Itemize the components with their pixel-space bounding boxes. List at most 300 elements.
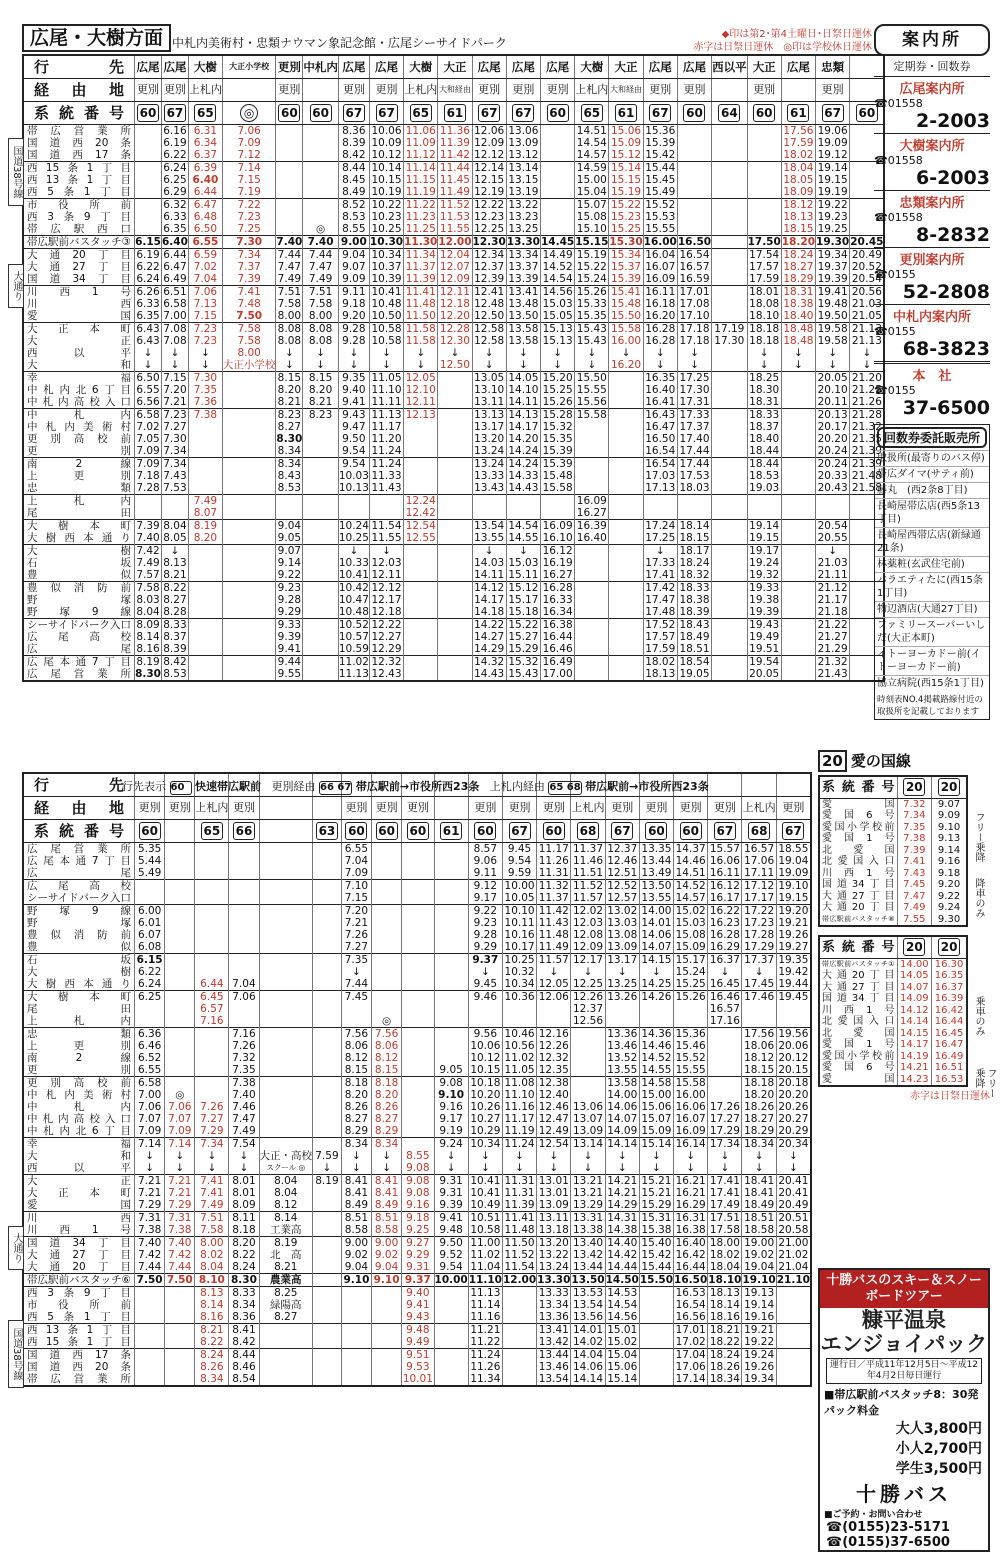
route-num: 60 xyxy=(139,822,161,840)
time-cell: 16.11 xyxy=(643,286,677,299)
time-cell: 5.44 xyxy=(135,855,165,867)
time-cell xyxy=(402,941,434,954)
time-cell: 12.09 xyxy=(472,137,506,149)
time-cell: 10.17 xyxy=(502,941,536,954)
time-cell: 7.51 xyxy=(195,1212,229,1225)
time-cell xyxy=(404,569,438,582)
ai-time: 16.47 xyxy=(932,1039,967,1051)
ai-row xyxy=(819,1028,967,1040)
route-subtitle: 中札内美術村・忠類ナウマン象記念館・広尾シーサイドパーク xyxy=(172,36,507,50)
station-name: 西3条9丁目 xyxy=(23,1287,135,1300)
time-cell xyxy=(712,507,748,520)
time-cell xyxy=(438,445,472,458)
office-tel-prefix: ☎0155 xyxy=(874,268,916,281)
time-cell: 19.14 xyxy=(816,162,850,175)
time-cell xyxy=(303,162,339,175)
time-cell xyxy=(303,445,339,458)
time-cell: 16.21 xyxy=(674,1175,708,1188)
time-cell xyxy=(502,1299,536,1311)
time-cell: 16.40 xyxy=(674,1237,708,1250)
time-cell: 7.09 xyxy=(165,1125,195,1138)
time-cell: 8.42 xyxy=(338,149,369,162)
time-cell: 19.54 xyxy=(747,656,781,669)
time-cell: 8.11 xyxy=(229,1212,259,1225)
time-cell: ↓ xyxy=(369,359,403,372)
route-num-cell xyxy=(259,820,313,843)
time-cell: 9.27 xyxy=(402,1237,434,1250)
time-cell: 20.55 xyxy=(816,532,850,545)
time-cell xyxy=(404,643,438,656)
time-cell: 8.00 xyxy=(277,310,302,322)
time-cell: 16.40 xyxy=(575,532,609,545)
time-cell: 20.17 xyxy=(816,421,850,433)
time-cell: 7.57 xyxy=(136,569,160,581)
time-cell: ↓ xyxy=(372,1162,402,1175)
time-cell: 11.22 xyxy=(468,1336,502,1349)
time-cell: 6.52 xyxy=(135,1052,165,1064)
time-cell: 19.17 xyxy=(747,545,781,558)
time-cell: 13.34 xyxy=(506,249,540,262)
dest-cell: 広尾 xyxy=(472,55,506,79)
time-cell: 19.39 xyxy=(816,273,850,286)
time-cell: 13.42 xyxy=(571,1249,605,1261)
time-cell: 10.58 xyxy=(369,335,403,347)
table-row xyxy=(23,1311,811,1324)
via-cell: 更別 xyxy=(506,79,540,102)
time-cell: 6.37 xyxy=(188,149,222,162)
time-cell: 15.39 xyxy=(609,273,643,286)
time-cell: 7.13 xyxy=(188,298,222,310)
time-cell xyxy=(313,1101,342,1113)
time-cell: 11.37 xyxy=(571,843,605,856)
time-cell: 6.25 xyxy=(135,991,165,1004)
time-cell: 18.51 xyxy=(742,1212,776,1225)
time-cell: 6.01 xyxy=(135,917,165,929)
time-cell: 7.02 xyxy=(136,421,160,433)
time-cell: 8.22 xyxy=(229,1249,259,1261)
route-num: 61 xyxy=(444,104,466,122)
time-cell xyxy=(195,929,229,941)
route-num-cell xyxy=(747,102,781,125)
time-cell: 7.32 xyxy=(229,1052,259,1064)
time-cell xyxy=(434,1311,468,1324)
time-cell xyxy=(372,1311,402,1324)
time-cell: 14.51 xyxy=(674,867,708,880)
time-cell: 8.41 xyxy=(341,1187,371,1199)
table-row xyxy=(23,458,884,471)
time-cell: 16.50 xyxy=(643,433,677,445)
time-cell xyxy=(165,929,195,941)
route-num-cell xyxy=(404,102,438,125)
time-cell xyxy=(165,1064,195,1077)
time-cell: 19.33 xyxy=(747,582,781,595)
station-name: 野塚9線 xyxy=(23,905,135,918)
time-cell: 8.39 xyxy=(338,137,369,149)
route-num: 60 xyxy=(376,822,398,840)
time-cell: 8.42 xyxy=(163,656,187,668)
time-cell: 15.13 xyxy=(540,335,574,347)
station-name: 上更別 xyxy=(23,1040,135,1052)
time-cell xyxy=(259,1349,313,1362)
time-cell: 18.06 xyxy=(742,1040,776,1052)
time-cell: 9.28 xyxy=(468,929,502,941)
time-cell xyxy=(165,855,195,867)
time-cell: 19.26 xyxy=(776,929,811,941)
station-name: 尾田 xyxy=(23,1003,135,1015)
time-cell: 13.01 xyxy=(537,1187,571,1199)
time-cell xyxy=(502,1311,536,1324)
time-cell xyxy=(313,855,342,867)
time-cell xyxy=(135,125,162,138)
time-cell: 8.43 xyxy=(277,470,302,482)
time-cell xyxy=(165,1299,195,1311)
time-cell: 19.50 xyxy=(816,310,850,323)
station-name: 中札内北6丁目 xyxy=(23,1125,135,1138)
time-cell: 12.37 xyxy=(472,261,506,273)
table-row xyxy=(23,1373,811,1386)
ai-time: 7.39 xyxy=(897,845,932,857)
route-num: 60 xyxy=(753,104,775,122)
time-cell: 21.22 xyxy=(816,619,850,632)
station-name: 豊似 xyxy=(23,569,135,582)
time-cell: 17.13 xyxy=(643,482,677,495)
time-cell: 6.43 xyxy=(136,335,160,347)
time-cell: 9.55 xyxy=(277,668,302,680)
time-cell: 8.55 xyxy=(338,223,369,236)
time-cell xyxy=(303,619,339,632)
time-cell: 8.41 xyxy=(372,1187,402,1199)
time-cell: 11.17 xyxy=(502,1113,536,1125)
time-cell: 10.57 xyxy=(338,631,369,643)
time-cell: 20.05 xyxy=(816,372,850,385)
time-cell: 8.49 xyxy=(338,186,369,199)
note-sarabetsu: 更別経由 xyxy=(271,780,316,793)
time-cell: 15.50 xyxy=(639,1274,674,1286)
time-cell: 11.41 xyxy=(502,1212,536,1225)
time-cell: 6.44 xyxy=(163,249,187,261)
route-num: ◎ xyxy=(240,104,258,122)
table-row xyxy=(23,507,884,520)
time-cell xyxy=(222,507,276,520)
time-cell: 19.20 xyxy=(776,905,811,918)
ai-row xyxy=(819,1074,967,1087)
time-cell: 17.57 xyxy=(747,261,781,273)
time-cell: 8.21 xyxy=(163,569,187,581)
time-cell: 14.07 xyxy=(639,941,673,954)
dest-cell: 忠類 xyxy=(816,55,850,79)
via-cell: 更別 xyxy=(502,797,536,820)
time-cell: 6.46 xyxy=(135,1040,165,1052)
time-cell xyxy=(188,421,222,433)
time-cell xyxy=(575,557,609,569)
time-cell xyxy=(402,905,434,918)
time-cell xyxy=(781,384,815,396)
time-cell xyxy=(135,186,162,199)
via-cell xyxy=(222,79,276,102)
time-cell: 12.09 xyxy=(438,273,472,286)
time-cell: 11.52 xyxy=(571,880,605,893)
time-cell xyxy=(229,1003,259,1015)
time-cell: 18.49 xyxy=(742,1199,776,1212)
time-cell xyxy=(677,137,711,149)
time-cell: 8.06 xyxy=(341,1040,371,1052)
time-cell: 12.11 xyxy=(369,569,403,582)
time-cell: 7.47 xyxy=(303,261,339,273)
time-cell: 7.02 xyxy=(188,261,222,273)
time-cell: 13.24 xyxy=(472,445,506,458)
time-cell xyxy=(438,372,472,385)
onsen-advert xyxy=(818,1268,990,1552)
time-cell: 8.05 xyxy=(163,532,187,544)
time-cell: 19.38 xyxy=(747,594,781,606)
time-cell: 8.44 xyxy=(229,1349,259,1362)
time-cell: 12.27 xyxy=(369,631,403,643)
time-cell: 17.01 xyxy=(674,1324,708,1337)
time-cell: 8.20 xyxy=(229,1237,259,1250)
time-cell: 15.12 xyxy=(609,149,643,162)
time-cell: 7.27 xyxy=(163,421,187,433)
time-cell: 大正・高校 xyxy=(259,1150,313,1162)
time-cell xyxy=(313,1040,342,1052)
time-cell xyxy=(776,1361,811,1373)
time-cell: 18.44 xyxy=(747,445,781,458)
time-cell xyxy=(781,421,815,433)
ai-row xyxy=(819,1051,967,1063)
time-cell: 13.41 xyxy=(537,1324,571,1337)
time-cell xyxy=(188,619,222,632)
time-cell: 16.23 xyxy=(708,917,742,929)
time-cell: 12.54 xyxy=(404,520,438,533)
time-cell: 10.15 xyxy=(369,174,403,186)
time-cell: 7.41 xyxy=(195,1175,229,1188)
time-cell xyxy=(712,372,748,385)
time-cell: 8.49 xyxy=(341,1199,371,1212)
time-cell xyxy=(537,1015,571,1028)
ai-station: 国道34丁目 xyxy=(822,879,895,890)
time-cell xyxy=(165,1336,195,1349)
time-cell: 8.54 xyxy=(229,1373,259,1386)
time-cell: 9.02 xyxy=(341,1249,371,1261)
time-cell: 15.48 xyxy=(609,298,643,310)
timetable-outbound xyxy=(22,54,885,682)
time-cell: 20.41 xyxy=(776,1187,811,1199)
time-cell: 20.41 xyxy=(776,1175,811,1188)
time-cell xyxy=(303,470,339,482)
time-cell: 15.58 xyxy=(540,482,574,495)
office-4 xyxy=(874,304,990,361)
time-cell: 9.48 xyxy=(434,1224,468,1237)
time-cell xyxy=(605,1015,639,1028)
time-cell xyxy=(404,656,438,669)
time-cell: 15.45 xyxy=(643,174,677,186)
time-cell xyxy=(781,507,815,520)
time-cell: 7.09 xyxy=(135,1125,165,1138)
station-name: 大通27丁目 xyxy=(23,1249,135,1261)
time-cell: 7.00 xyxy=(163,310,187,322)
shops-list xyxy=(874,424,990,720)
time-cell: 7.09 xyxy=(222,137,276,149)
time-cell xyxy=(609,433,643,445)
time-cell: 13.09 xyxy=(605,941,639,954)
time-cell xyxy=(438,384,472,396)
time-cell: 18.48 xyxy=(781,323,815,336)
time-cell xyxy=(313,1187,342,1199)
time-cell xyxy=(609,384,643,396)
via-cell: 更別 xyxy=(605,797,639,820)
time-cell: 7.15 xyxy=(222,174,276,186)
time-cell: 7.49 xyxy=(229,1125,259,1138)
via-cell: 更別 xyxy=(708,797,742,820)
time-cell xyxy=(165,941,195,954)
time-cell: 12.18 xyxy=(369,606,403,619)
time-cell: 16.10 xyxy=(540,532,574,545)
time-cell: 19.34 xyxy=(742,1373,776,1386)
table-row xyxy=(23,978,811,991)
time-cell: 15.36 xyxy=(674,1028,708,1041)
time-cell: ↓ xyxy=(605,1150,639,1162)
time-cell xyxy=(188,458,222,471)
note-rapid-text: 快速帯広駅前 xyxy=(195,780,261,793)
time-cell: 17.33 xyxy=(643,557,677,569)
ai-station: 大通27丁目 xyxy=(822,981,895,993)
time-cell xyxy=(609,619,643,632)
time-cell xyxy=(609,656,643,669)
time-cell xyxy=(195,917,229,929)
time-cell: 18.26 xyxy=(708,1361,742,1373)
time-cell: 11.00 xyxy=(468,1237,502,1250)
station-name: 広尾本通7丁目 xyxy=(23,656,135,669)
time-cell: 9.31 xyxy=(434,1175,468,1188)
time-cell: ◎ xyxy=(372,1015,402,1028)
time-cell: 7.27 xyxy=(341,941,371,954)
station-name: 大正 xyxy=(23,1175,135,1188)
route-num: 60 xyxy=(547,104,569,122)
time-cell: 14.53 xyxy=(605,1287,639,1300)
time-cell: 19.15 xyxy=(816,174,850,186)
station-name: 国道西17条 xyxy=(23,1349,135,1362)
time-cell: 17.27 xyxy=(708,1113,742,1125)
time-cell xyxy=(372,917,402,929)
time-cell xyxy=(438,557,472,569)
time-cell: 19.14 xyxy=(747,520,781,533)
time-cell: ↓ xyxy=(781,347,815,359)
time-cell xyxy=(747,186,781,199)
time-cell: 17.08 xyxy=(677,298,711,310)
time-cell xyxy=(540,223,574,236)
time-cell: 14.06 xyxy=(639,929,673,941)
time-cell: 10.11 xyxy=(502,917,536,929)
time-cell: 9.20 xyxy=(338,310,369,323)
time-cell: 6.16 xyxy=(163,125,187,137)
dest-cell xyxy=(708,773,742,797)
time-cell: 8.12 xyxy=(259,1199,313,1212)
time-cell: ↓ xyxy=(674,1162,708,1175)
via-cell: 更別 xyxy=(639,797,673,820)
station-name: 西15条1丁目 xyxy=(23,1336,135,1349)
time-cell: 13.50 xyxy=(506,310,540,323)
time-cell xyxy=(135,199,162,212)
time-cell: 10.19 xyxy=(369,186,403,199)
office-name: 忠類案内所 xyxy=(899,196,965,211)
time-cell xyxy=(369,507,403,520)
time-cell: 14.33 xyxy=(506,470,540,482)
time-cell: 7.18 xyxy=(136,470,160,482)
time-cell xyxy=(434,892,468,905)
time-cell: 15.03 xyxy=(540,298,574,310)
dest-cell: 広尾 xyxy=(369,55,403,79)
time-cell xyxy=(303,507,339,520)
time-cell: 18.02 xyxy=(781,149,815,162)
time-cell xyxy=(188,433,222,445)
time-cell xyxy=(338,495,369,508)
time-cell: 8.34 xyxy=(341,1138,371,1151)
via-cell: 大和経由 xyxy=(609,79,643,102)
time-cell xyxy=(259,855,313,867)
route-num-cell xyxy=(776,820,811,843)
time-cell xyxy=(781,396,815,409)
time-cell xyxy=(341,1311,371,1324)
time-cell xyxy=(313,1274,342,1287)
time-cell: 11.50 xyxy=(502,1237,536,1250)
time-cell xyxy=(712,211,748,223)
route-num-cell xyxy=(135,102,162,125)
table-row xyxy=(23,991,811,1004)
time-cell: 8.39 xyxy=(163,643,187,655)
time-cell: 14.37 xyxy=(674,843,708,856)
ai-time: 16.53 xyxy=(932,1074,967,1087)
time-cell xyxy=(372,954,402,967)
ad-name-2: エンジョイパック xyxy=(820,1332,988,1356)
time-cell: 21.43 xyxy=(816,668,850,681)
table-row xyxy=(23,532,884,545)
time-cell xyxy=(609,569,643,582)
time-cell xyxy=(708,1077,742,1090)
time-cell: 7.27 xyxy=(195,1113,229,1125)
time-cell: 17.22 xyxy=(742,905,776,918)
time-cell: 8.00 xyxy=(195,1237,229,1250)
time-cell: 21.11 xyxy=(816,569,850,582)
ai-time: 7.41 xyxy=(897,856,932,868)
time-cell xyxy=(222,384,276,396)
time-cell: 8.20 xyxy=(372,1089,402,1101)
time-cell: 14.51 xyxy=(575,125,609,138)
ai-note: 赤字は日祭日運休 xyxy=(910,1091,990,1102)
time-cell xyxy=(135,1015,165,1028)
time-cell: 12.20 xyxy=(438,310,472,323)
time-cell xyxy=(303,149,339,162)
time-cell xyxy=(135,174,162,186)
time-cell: 16.06 xyxy=(708,855,742,867)
time-cell xyxy=(402,843,434,856)
time-cell xyxy=(404,445,438,458)
time-cell xyxy=(135,1003,165,1015)
time-cell: ↓ xyxy=(468,1150,502,1162)
station-name: 広尾 xyxy=(23,643,135,656)
time-cell: 15.49 xyxy=(643,186,677,199)
time-cell: 7.58 xyxy=(136,582,160,594)
time-cell: 6.22 xyxy=(135,966,165,978)
time-cell: 16.09 xyxy=(540,520,574,533)
time-cell xyxy=(313,941,342,954)
time-cell: 19.58 xyxy=(816,323,850,336)
time-cell xyxy=(506,495,540,508)
time-cell: 19.24 xyxy=(742,1349,776,1362)
time-cell: 11.08 xyxy=(502,1077,536,1090)
time-cell: 12.05 xyxy=(537,978,571,991)
time-cell: 15.29 xyxy=(506,643,540,656)
route-num-cell xyxy=(540,102,574,125)
time-cell: 9.40 xyxy=(402,1287,434,1300)
